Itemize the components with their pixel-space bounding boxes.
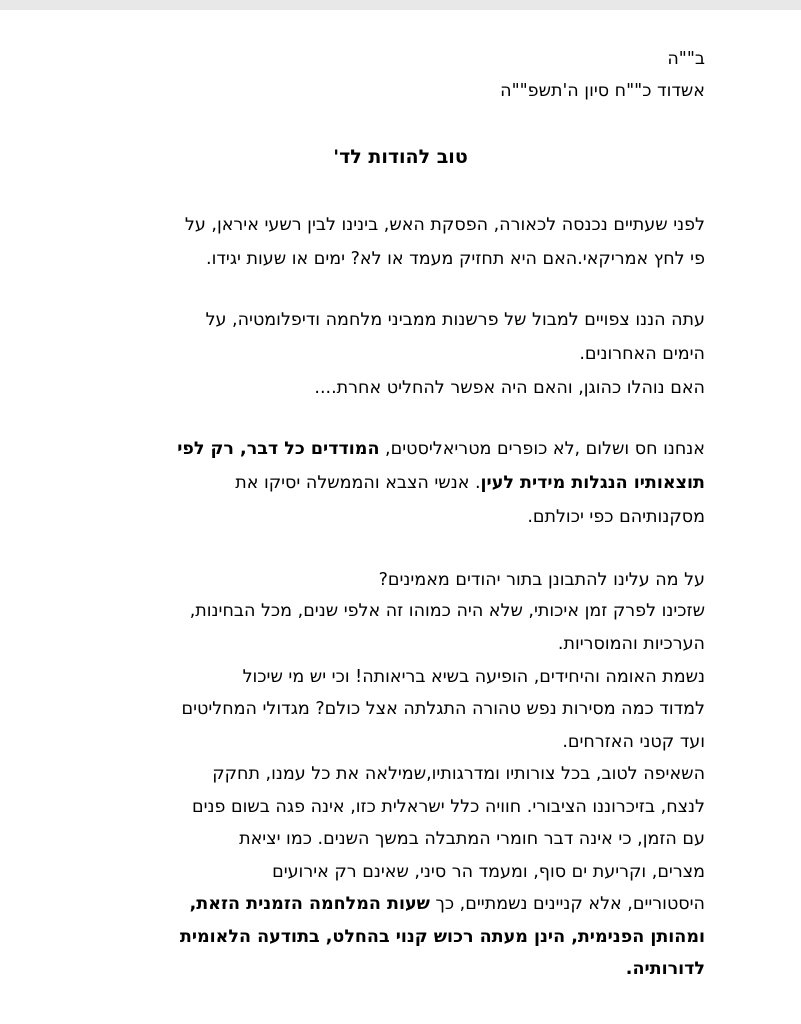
document-page xyxy=(0,10,801,1024)
paragraph-4-line-3: הערכיות והמוסריות. xyxy=(557,634,705,654)
document-title: טוב להודות לד' xyxy=(333,146,468,168)
paragraph-4-line-13: לדורותיה. xyxy=(625,959,705,979)
paragraph-4-line-4: נשמת האומה והיחידים, הופיעה בשיא בריאותה! וכי יש מי שיכול xyxy=(242,667,705,687)
paragraph-4-line-11-regular: היסטוריים, אלא קניינים נשמתיים, כך xyxy=(429,894,705,914)
paragraph-3-line-2-regular: . אנשי הצבא והממשלה יסיקו את xyxy=(235,473,481,493)
paragraph-4-line-8: לנצח, בזיכרוננו הציבורי. חוויה כלל ישראלית כזו, אינה פגה בשום פנים xyxy=(191,797,705,817)
header-place-date: אשדוד כ""ח סיון ה'תשפ""ה xyxy=(500,81,705,101)
paragraph-3-line-2-bold: תוצאותיו הנגלות מידית לעין xyxy=(480,473,705,493)
paragraph-3-line-1-regular: אנחנו חס ושלום ,לא כופרים מטריאליסטים, xyxy=(379,439,705,459)
paragraph-4-line-1: על מה עלינו להתבונן בתור יהודים מאמינים? xyxy=(378,570,705,590)
paragraph-1-line-2: פי לחץ אמריקאי.האם היא תחזיק מעמד או לא? ימים או שעות יגידו. xyxy=(206,249,705,269)
paragraph-3-line-1-bold: המודדים כל דבר, רק לפי xyxy=(177,439,380,459)
top-bar xyxy=(0,0,801,10)
paragraph-2-line-2: הימים האחרונים. xyxy=(579,344,705,364)
header-bsd: ב""ה xyxy=(667,49,705,69)
paragraph-4-line-12: ומהותן הפנימית, הינן מעתה רכוש קנוי בהחלט, בתודעה הלאומית xyxy=(179,927,705,947)
paragraph-3-line-1 xyxy=(177,432,705,466)
paragraph-4-line-6: ועד קטני האזרחים. xyxy=(562,732,705,752)
paragraph-4-line-9: עם הזמן, כי אינה דבר חומרי המתבלה במשך השנים. כמו יציאת xyxy=(239,829,705,849)
paragraph-4-line-11-bold: שעות המלחמה הזמנית הזאת, xyxy=(189,894,430,914)
paragraph-3-line-3: מסקנותיהם כפי יכולתם. xyxy=(527,507,705,527)
paragraph-4-line-2: שזכינו לפרק זמן איכותי, שלא היה כמוהו זה אלפי שנים, מכל הבחינות, xyxy=(189,601,705,621)
paragraph-4-line-5: למדוד כמה מסירות נפש טהורה התגלתה אצל כולם? מגדולי המחליטים xyxy=(181,699,705,719)
paragraph-4-line-11 xyxy=(190,887,705,921)
paragraph-1-line-1: לפני שעתיים נכנסה לכאורה, הפסקת האש, בינינו לבין רשעי איראן, על xyxy=(184,215,705,235)
paragraph-2-line-3: האם נוהלו כהוגן, והאם היה אפשר להחליט אחרת.... xyxy=(314,378,705,398)
paragraph-3-line-2 xyxy=(235,466,705,500)
paragraph-4-line-7: השאיפה לטוב, בכל צורותיו ומדרגותיו,שמילאה את כל עמנו, תחקק xyxy=(212,764,705,784)
paragraph-2-line-1: עתה הננו צפויים למבול של פרשנות ממביני מלחמה ודיפלומטיה, על xyxy=(205,310,705,330)
paragraph-4-line-10: מצרים, וקריעת ים סוף, ומעמד הר סיני, שאינם רק אירועים xyxy=(272,862,705,882)
